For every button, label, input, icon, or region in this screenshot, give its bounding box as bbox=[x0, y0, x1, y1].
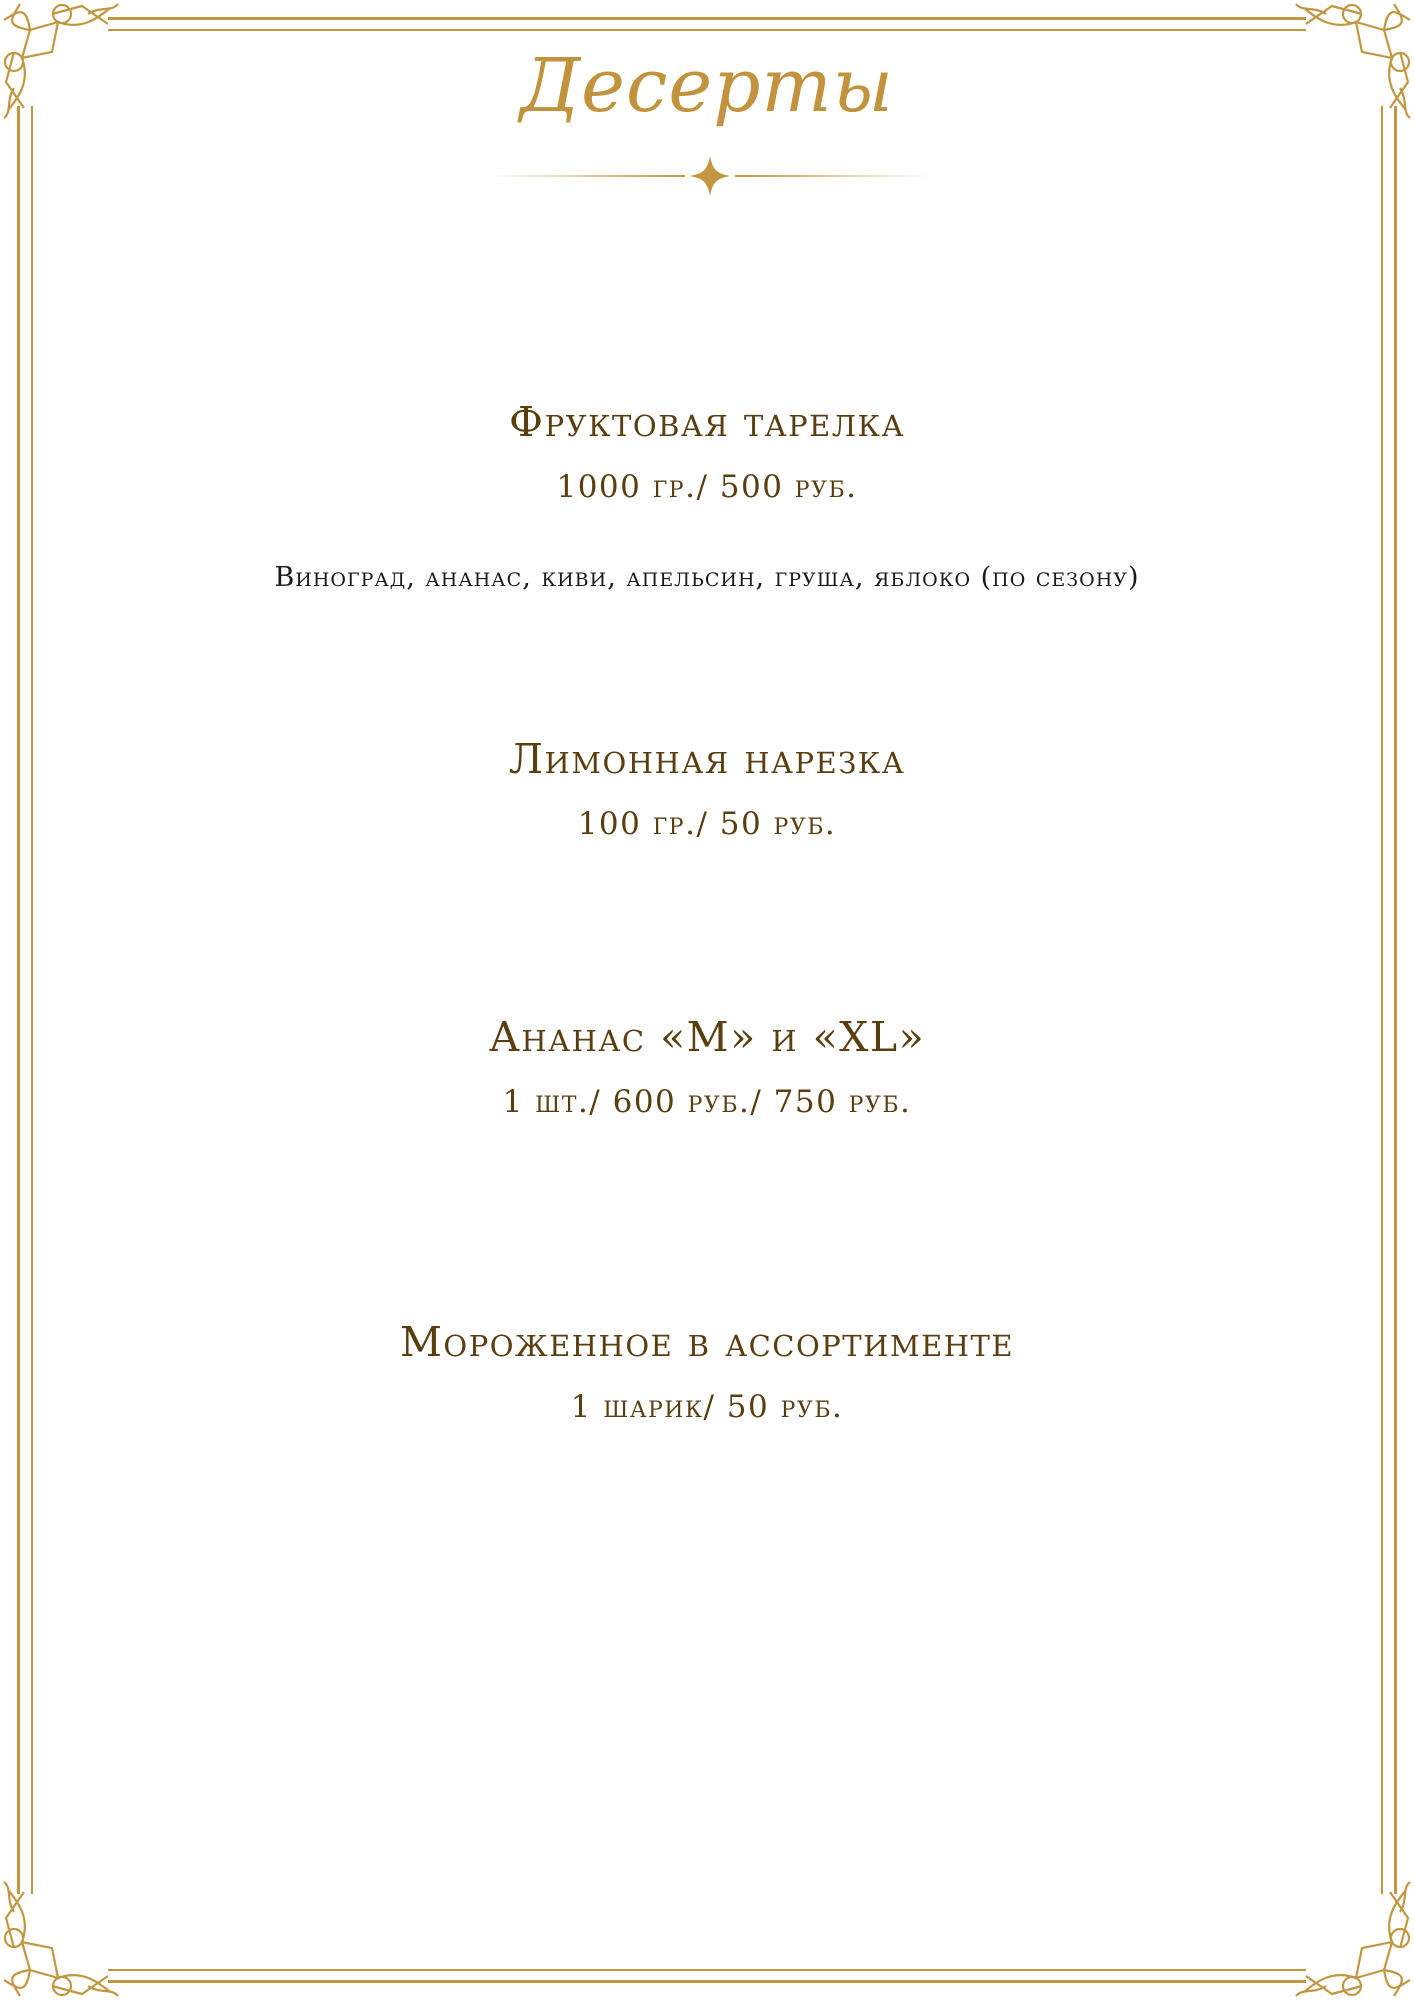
item-name: Ананас «М» и «XL» bbox=[488, 1013, 926, 1061]
item-name: Лимонная нарезка bbox=[508, 735, 906, 783]
frame-left-outer-line bbox=[17, 106, 20, 1894]
item-name: Фруктовая тарелка bbox=[509, 398, 905, 446]
corner-ornament-bottom-left bbox=[0, 1880, 120, 2000]
item-price: 1 шарик/ 50 руб. bbox=[570, 1389, 844, 1426]
menu-item-fruit-plate bbox=[0, 398, 1414, 595]
item-price: 100 гр./ 50 руб. bbox=[577, 806, 837, 843]
item-price: 1000 гр./ 500 руб. bbox=[556, 469, 858, 506]
star-icon bbox=[690, 156, 730, 196]
frame-bottom-inner-line bbox=[108, 1969, 1306, 1971]
frame-top-inner-line bbox=[108, 29, 1306, 31]
frame-right-outer-line bbox=[1394, 106, 1397, 1894]
item-price: 1 шт./ 600 руб./ 750 руб. bbox=[502, 1084, 912, 1121]
menu-item-pineapple bbox=[0, 1013, 1414, 1121]
title-divider-ornament bbox=[490, 150, 930, 210]
frame-top-outer-line bbox=[108, 17, 1306, 20]
frame-right-inner-line bbox=[1381, 106, 1383, 1894]
menu-item-ice-cream bbox=[0, 1318, 1414, 1426]
item-name: Мороженное в ассортименте bbox=[399, 1318, 1015, 1366]
frame-left-inner-line bbox=[31, 106, 33, 1894]
corner-ornament-bottom-right bbox=[1294, 1880, 1414, 2000]
page-title: Десерты bbox=[519, 43, 894, 129]
frame-bottom-outer-line bbox=[108, 1980, 1306, 1983]
menu-item-lemon-slices bbox=[0, 735, 1414, 843]
item-description: Виноград, ананас, киви, апельсин, груша, яблоко (по сезону) bbox=[274, 562, 1140, 594]
